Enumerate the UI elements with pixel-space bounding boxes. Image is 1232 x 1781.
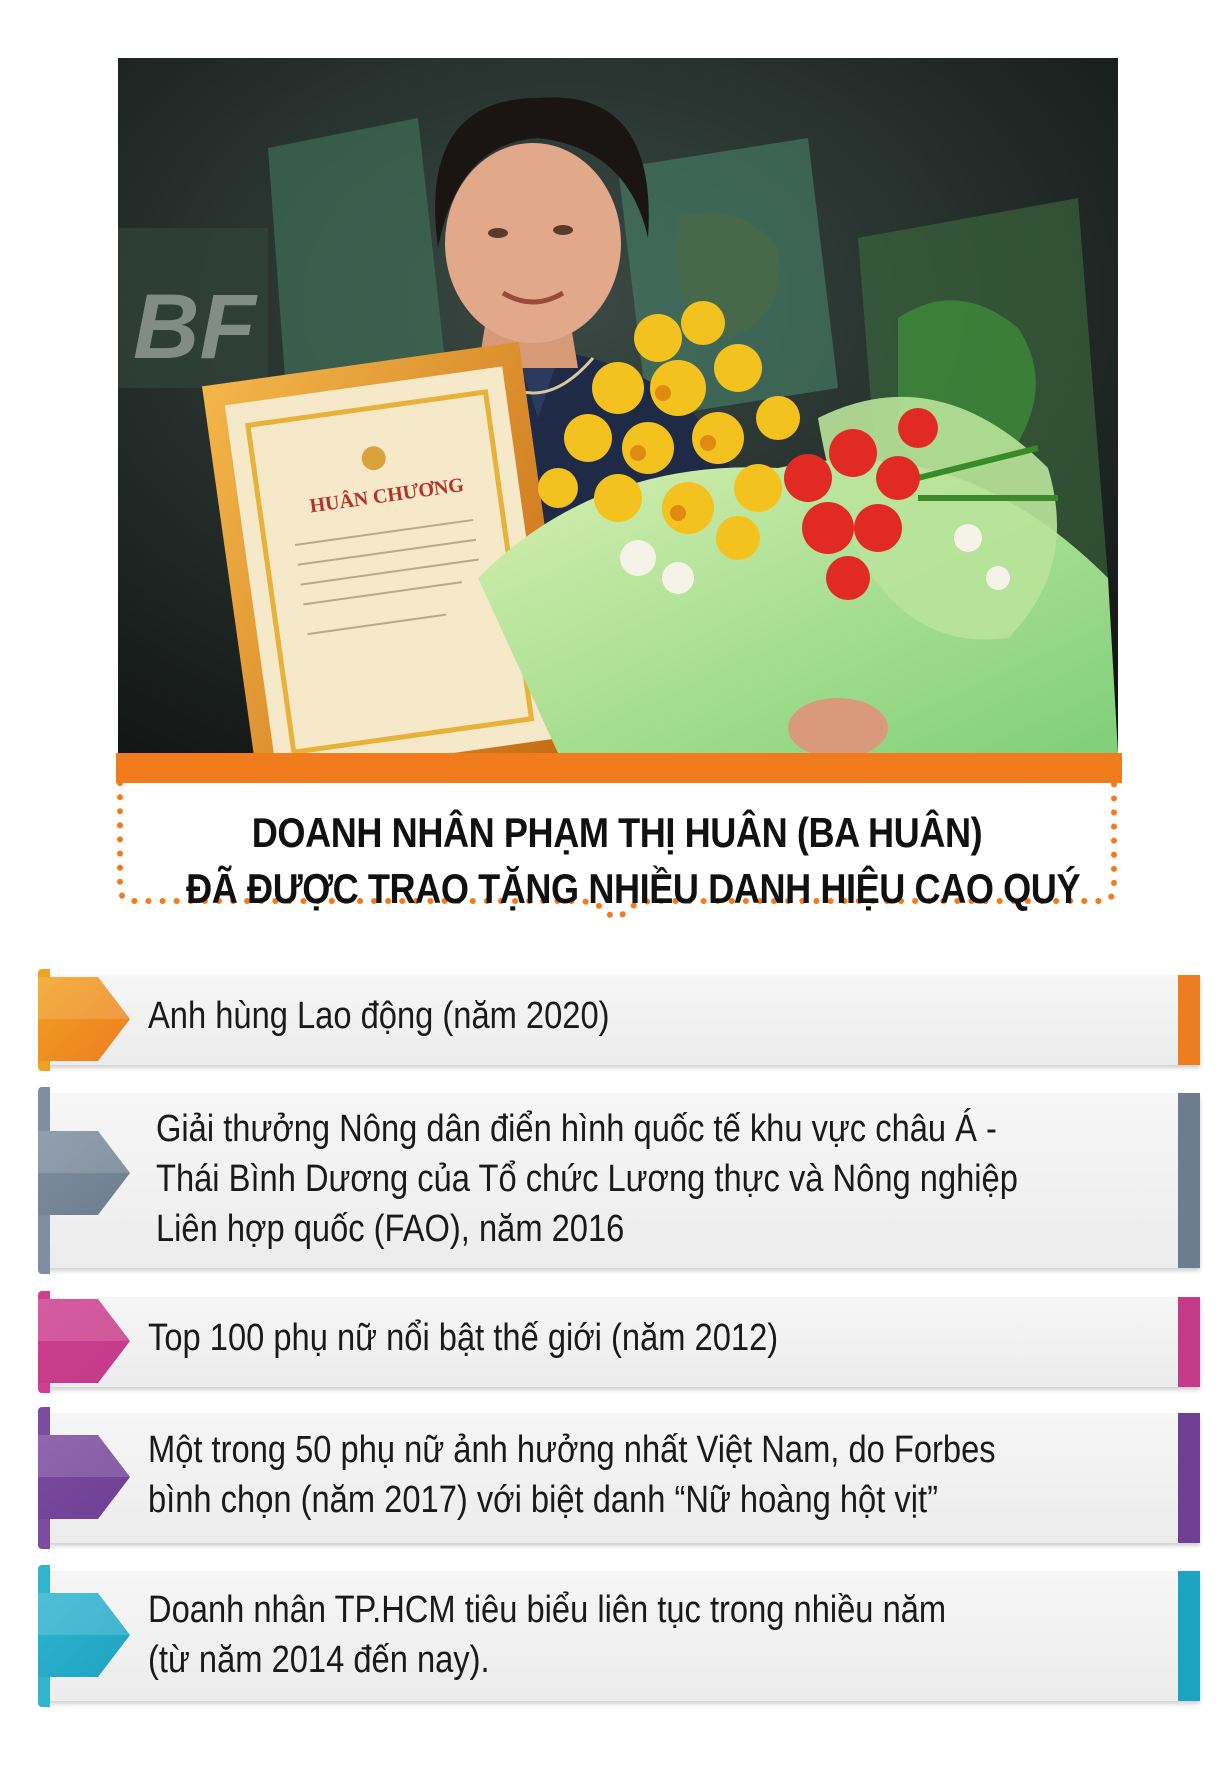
award-text-line: (từ năm 2014 đến nay). xyxy=(148,1639,490,1681)
award-item xyxy=(38,1413,1200,1543)
photo-accent-bar xyxy=(116,753,1122,783)
background-letters: BF xyxy=(133,276,256,378)
caption-line-1: DOANH NHÂN PHẠM THỊ HUÂN (BA HUÂN) xyxy=(251,809,983,856)
award-text xyxy=(148,1425,1018,1525)
certificate-heading: HUÂN CHƯƠNG xyxy=(308,474,466,518)
award-item xyxy=(38,1571,1200,1701)
arrow-icon xyxy=(38,1293,134,1389)
award-photo xyxy=(118,58,1118,753)
award-text-line: Doanh nhân TP.HCM tiêu biểu liên tục trong nhiều năm xyxy=(148,1589,947,1631)
award-text-line: Giải thưởng Nông dân điển hình quốc tế khu vực châu Á - xyxy=(156,1108,997,1150)
arrow-icon xyxy=(38,1125,134,1221)
award-text-line: Một trong 50 phụ nữ ảnh hưởng nhất Việt Nam, do Forbes xyxy=(148,1429,996,1471)
award-text-line: Top 100 phụ nữ nổi bật thế giới (năm 2012) xyxy=(148,1317,779,1359)
award-item xyxy=(38,975,1200,1065)
award-text xyxy=(148,1313,1018,1363)
arrow-icon xyxy=(38,1429,134,1525)
award-item xyxy=(38,1297,1200,1387)
award-item xyxy=(38,1093,1200,1268)
award-card-end-strip xyxy=(1178,1413,1200,1543)
award-text-line: Liên hợp quốc (FAO), năm 2016 xyxy=(156,1208,625,1250)
award-text-line: Thái Bình Dương của Tổ chức Lương thực và Nông nghiệp xyxy=(156,1158,1018,1200)
award-card-end-strip xyxy=(1178,975,1200,1065)
arrow-icon xyxy=(38,1587,134,1683)
award-text xyxy=(148,1585,1018,1685)
award-text-line: Anh hùng Lao động (năm 2020) xyxy=(148,995,610,1037)
arrow-icon xyxy=(38,971,134,1067)
award-text-line: bình chọn (năm 2017) với biệt danh “Nữ hoàng hột vịt” xyxy=(148,1479,938,1521)
photo-caption xyxy=(116,783,1118,953)
award-card-end-strip xyxy=(1178,1571,1200,1701)
award-photo-illustration xyxy=(118,58,1118,753)
award-card-end-strip xyxy=(1178,1093,1200,1268)
award-text xyxy=(156,1104,1019,1254)
caption-line-2: ĐÃ ĐƯỢC TRAO TẶNG NHIỀU DANH HIỆU CAO QUÝ xyxy=(186,865,1081,912)
award-text xyxy=(148,991,1018,1041)
award-card-end-strip xyxy=(1178,1297,1200,1387)
